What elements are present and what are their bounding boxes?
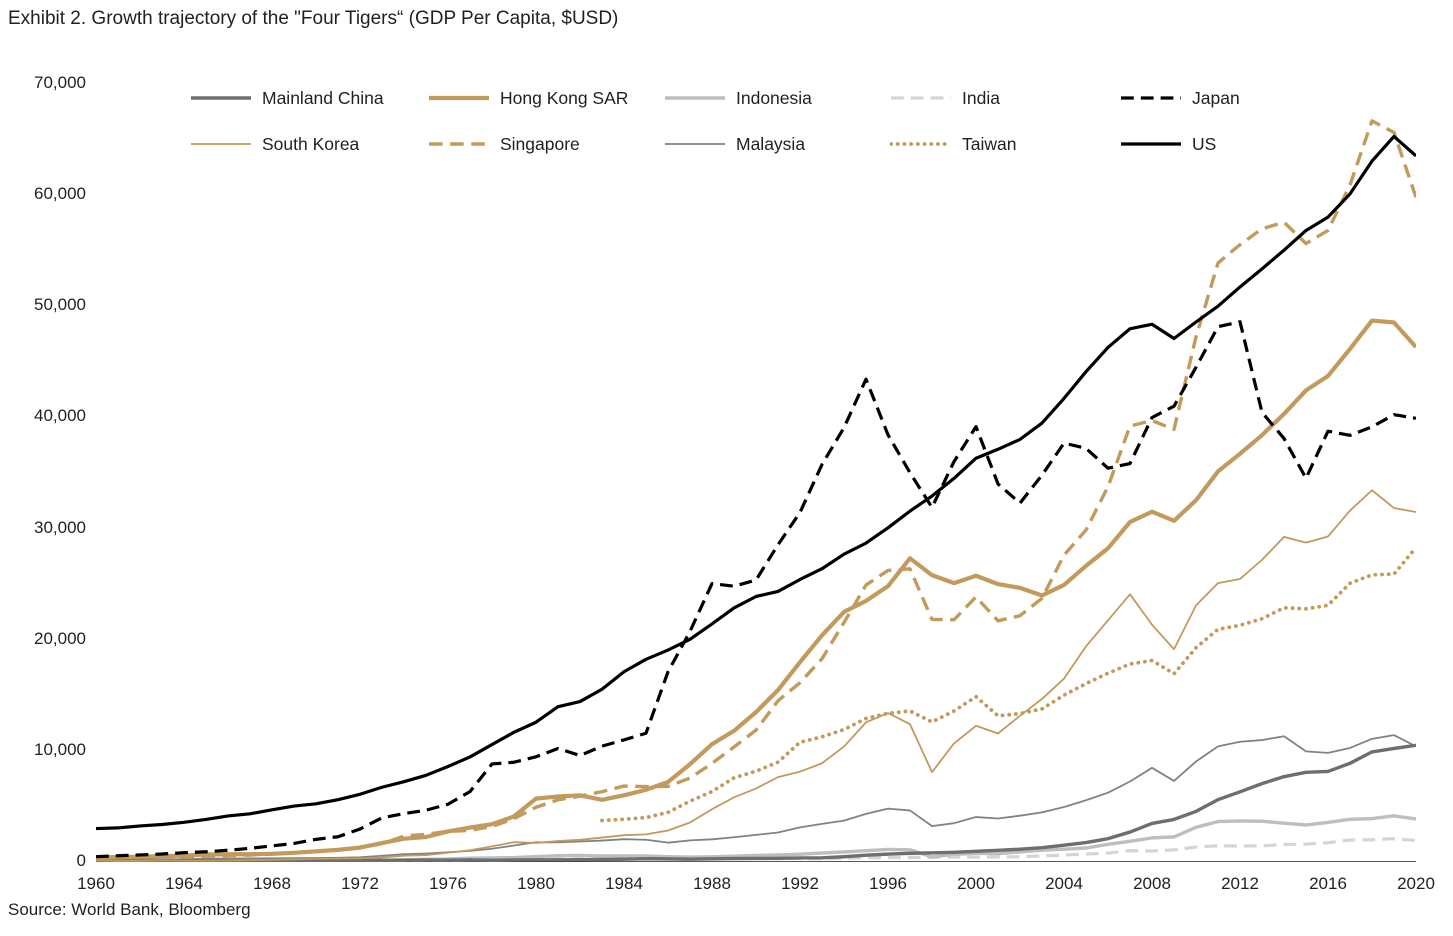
x-axis-tick-label: 1960	[77, 874, 115, 893]
series-line-malaysia	[96, 735, 1416, 859]
x-axis-tick-label: 2000	[957, 874, 995, 893]
y-axis-tick-label: 40,000	[34, 406, 86, 426]
page-title: Exhibit 2. Growth trajectory of the "Four Tigers“ (GDP Per Capita, $USD)	[8, 8, 619, 29]
series-line-japan	[96, 322, 1416, 857]
legend-row	[190, 78, 1370, 118]
y-axis-tick-label: 20,000	[34, 628, 86, 648]
series-line-taiwan	[602, 547, 1416, 820]
legend-item-hong_kong[interactable]	[428, 78, 628, 118]
x-axis-tick-label: 1980	[517, 874, 555, 893]
legend-item-south_korea[interactable]	[190, 124, 359, 164]
plot-area	[96, 84, 1416, 862]
legend-swatch-japan	[1120, 87, 1182, 109]
y-axis-tick-label: 0	[76, 851, 86, 870]
x-axis-tick-label: 2020	[1397, 874, 1435, 893]
x-axis-tick-label: 2016	[1309, 874, 1347, 893]
legend-item-indonesia[interactable]	[664, 78, 812, 118]
legend-swatch-mainland_china	[190, 87, 252, 109]
legend-label-india: India	[962, 87, 1000, 108]
legend-item-malaysia[interactable]	[664, 124, 805, 164]
legend-label-malaysia: Malaysia	[736, 133, 806, 154]
legend-label-us: US	[1192, 133, 1217, 154]
x-axis-tick-label: 1992	[781, 874, 819, 893]
legend-swatch-indonesia	[664, 87, 726, 109]
legend-swatch-india	[890, 87, 952, 109]
legend-swatch-south_korea	[190, 133, 252, 155]
x-axis-tick-label: 2008	[1133, 874, 1171, 893]
x-axis-tick-label: 2012	[1221, 874, 1259, 893]
legend-item-japan[interactable]	[1120, 78, 1240, 118]
legend-row	[190, 124, 1370, 164]
legend-label-singapore: Singapore	[500, 133, 580, 154]
legend-label-japan: Japan	[1192, 87, 1240, 108]
legend-item-singapore[interactable]	[428, 124, 580, 164]
x-axis-tick-label: 1968	[253, 874, 291, 893]
legend-label-mainland_china: Mainland China	[262, 87, 384, 108]
legend-label-south_korea: South Korea	[262, 133, 360, 154]
x-axis-tick-label: 1996	[869, 874, 907, 893]
legend-label-hong_kong: Hong Kong SAR	[500, 87, 629, 108]
x-axis-tick-label: 1972	[341, 874, 379, 893]
y-axis-tick-label: 50,000	[34, 295, 86, 315]
legend-item-india[interactable]	[890, 78, 1000, 118]
legend-swatch-taiwan	[890, 133, 952, 155]
legend-swatch-us	[1120, 133, 1182, 155]
series-line-us	[96, 133, 1416, 828]
legend-item-mainland_china[interactable]	[190, 78, 384, 118]
y-axis-tick-label: 30,000	[34, 517, 86, 537]
x-axis-tick-label: 1984	[605, 874, 643, 893]
x-axis-tick-label: 2004	[1045, 874, 1083, 893]
legend-item-us[interactable]	[1120, 124, 1216, 164]
legend-item-taiwan[interactable]	[890, 124, 1016, 164]
legend-label-taiwan: Taiwan	[962, 133, 1017, 154]
x-axis-tick-label: 1964	[165, 874, 203, 893]
legend-label-indonesia: Indonesia	[736, 87, 812, 108]
x-axis-tick-label: 1988	[693, 874, 731, 893]
y-axis-tick-label: 70,000	[34, 73, 86, 92]
x-axis-tick-label: 1976	[429, 874, 467, 893]
y-axis-tick-label: 60,000	[34, 184, 86, 204]
legend-swatch-hong_kong	[428, 87, 490, 109]
legend-swatch-malaysia	[664, 133, 726, 155]
series-line-hong_kong	[96, 321, 1416, 858]
chart-legend	[190, 78, 1370, 170]
legend-swatch-singapore	[428, 133, 490, 155]
y-axis-tick-label: 10,000	[34, 739, 86, 759]
source-note: Source: World Bank, Bloomberg	[8, 900, 251, 919]
chart-svg	[96, 84, 1416, 862]
